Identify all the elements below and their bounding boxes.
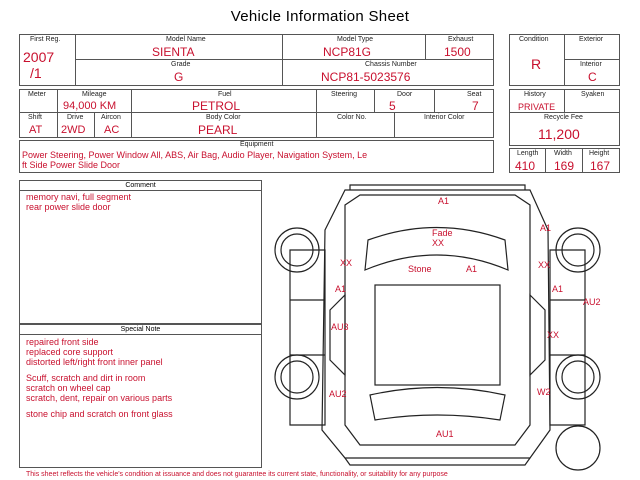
condition-label: Condition bbox=[519, 36, 549, 43]
comment-label: Comment bbox=[20, 181, 261, 191]
damage-left-door1: A1 bbox=[335, 284, 347, 294]
mileage-label: Mileage bbox=[82, 91, 107, 98]
length-label: Length bbox=[517, 150, 539, 157]
height-value: 167 bbox=[590, 159, 611, 173]
aircon-value: AC bbox=[104, 124, 120, 136]
damage-front: A1 bbox=[438, 196, 450, 206]
fuel-label: Fuel bbox=[218, 91, 232, 98]
equipment-line-2: ft Side Power Slide Door bbox=[22, 160, 121, 170]
width-value: 169 bbox=[554, 159, 575, 173]
mileage-value: 94,000 KM bbox=[63, 100, 117, 112]
special-note-line: repaired front side bbox=[26, 337, 99, 347]
special-note-line: scratch on wheel cap bbox=[26, 383, 111, 393]
history-value: PRIVATE bbox=[518, 102, 556, 112]
disclaimer-footer: This sheet reflects the vehicle's condition at issuance and does not guarantee its current state, functionality, or suitability for any purpose bbox=[26, 471, 448, 478]
damage-right-door2: XX bbox=[547, 330, 560, 340]
special-note-line: scratch, dent, repair on various parts bbox=[26, 393, 173, 403]
interior-value: C bbox=[588, 70, 597, 84]
chassis-label: Chassis Number bbox=[365, 61, 417, 68]
body-color-value: PEARL bbox=[198, 123, 238, 137]
damage-stone-code: A1 bbox=[466, 264, 478, 274]
damage-left-fender: XX bbox=[340, 258, 353, 268]
special-note-label: Special Note bbox=[20, 325, 261, 335]
recycle-label: Recycle Fee bbox=[544, 114, 583, 121]
interior-label: Interior bbox=[580, 61, 602, 68]
condition-value: R bbox=[531, 56, 542, 72]
length-value: 410 bbox=[515, 159, 536, 173]
exhaust-label: Exhaust bbox=[448, 36, 474, 43]
special-note-line: distorted left/right front inner panel bbox=[26, 357, 163, 367]
damage-fade-code: XX bbox=[432, 238, 445, 248]
fuel-value: PETROL bbox=[192, 99, 241, 113]
recycle-value: 11,200 bbox=[538, 126, 580, 142]
damage-right-fender: XX bbox=[538, 260, 551, 270]
first-reg-year: 2007 bbox=[23, 49, 55, 65]
meter-label: Meter bbox=[28, 91, 46, 98]
door-label: Door bbox=[397, 91, 413, 98]
drive-label: Drive bbox=[67, 114, 84, 121]
damage-right-au2: AU2 bbox=[583, 297, 601, 307]
height-label: Height bbox=[589, 150, 610, 157]
damage-fade-label: Fade bbox=[432, 228, 453, 238]
grade-label: Grade bbox=[171, 61, 191, 68]
drive-value: 2WD bbox=[61, 124, 86, 136]
damage-right-front: A1 bbox=[540, 223, 552, 233]
special-note-line: Scuff, scratch and dirt in room bbox=[26, 373, 146, 383]
first-reg-label: First Reg. bbox=[30, 36, 61, 43]
damage-right-rear: W2 bbox=[537, 387, 551, 397]
shift-label: Shift bbox=[28, 114, 43, 121]
interior-color-label: Interior Color bbox=[424, 114, 465, 121]
comment-line: rear power slide door bbox=[26, 202, 111, 212]
history-label: History bbox=[524, 91, 546, 98]
seat-label: Seat bbox=[467, 91, 482, 98]
steering-label: Steering bbox=[331, 91, 358, 98]
equipment-line-1: Power Steering, Power Window All, ABS, Air Bag, Audio Player, Navigation System, Le bbox=[22, 150, 368, 160]
damage-right-door1: A1 bbox=[552, 284, 564, 294]
model-name-label: Model Name bbox=[166, 36, 206, 43]
exterior-label: Exterior bbox=[579, 36, 604, 43]
damage-left-au3: AU3 bbox=[331, 322, 349, 332]
aircon-label: Aircon bbox=[101, 114, 121, 121]
first-reg-month: /1 bbox=[30, 65, 42, 81]
exhaust-value: 1500 bbox=[444, 45, 471, 59]
page-title: Vehicle Information Sheet bbox=[230, 8, 410, 25]
shift-value: AT bbox=[29, 124, 43, 136]
grade-value: G bbox=[174, 70, 184, 84]
equipment-label: Equipment bbox=[240, 141, 274, 148]
color-no-label: Color No. bbox=[337, 114, 367, 121]
damage-rear: AU1 bbox=[436, 429, 454, 439]
width-label: Width bbox=[554, 150, 572, 157]
model-type-value: NCP81G bbox=[323, 45, 372, 59]
model-type-label: Model Type bbox=[337, 36, 374, 43]
seat-value: 7 bbox=[472, 99, 479, 113]
chassis-value: NCP81-5023576 bbox=[321, 70, 411, 84]
comment-line: memory navi, full segment bbox=[26, 192, 132, 202]
damage-stone-label: Stone bbox=[408, 264, 432, 274]
damage-left-rear: AU2 bbox=[329, 389, 347, 399]
model-name-value: SIENTA bbox=[152, 45, 195, 59]
body-color-label: Body Color bbox=[206, 114, 241, 121]
special-note-line: stone chip and scratch on front glass bbox=[26, 409, 173, 419]
syaken-label: Syaken bbox=[581, 91, 605, 98]
door-value: 5 bbox=[389, 99, 396, 113]
special-note-line: replaced core support bbox=[26, 347, 114, 357]
